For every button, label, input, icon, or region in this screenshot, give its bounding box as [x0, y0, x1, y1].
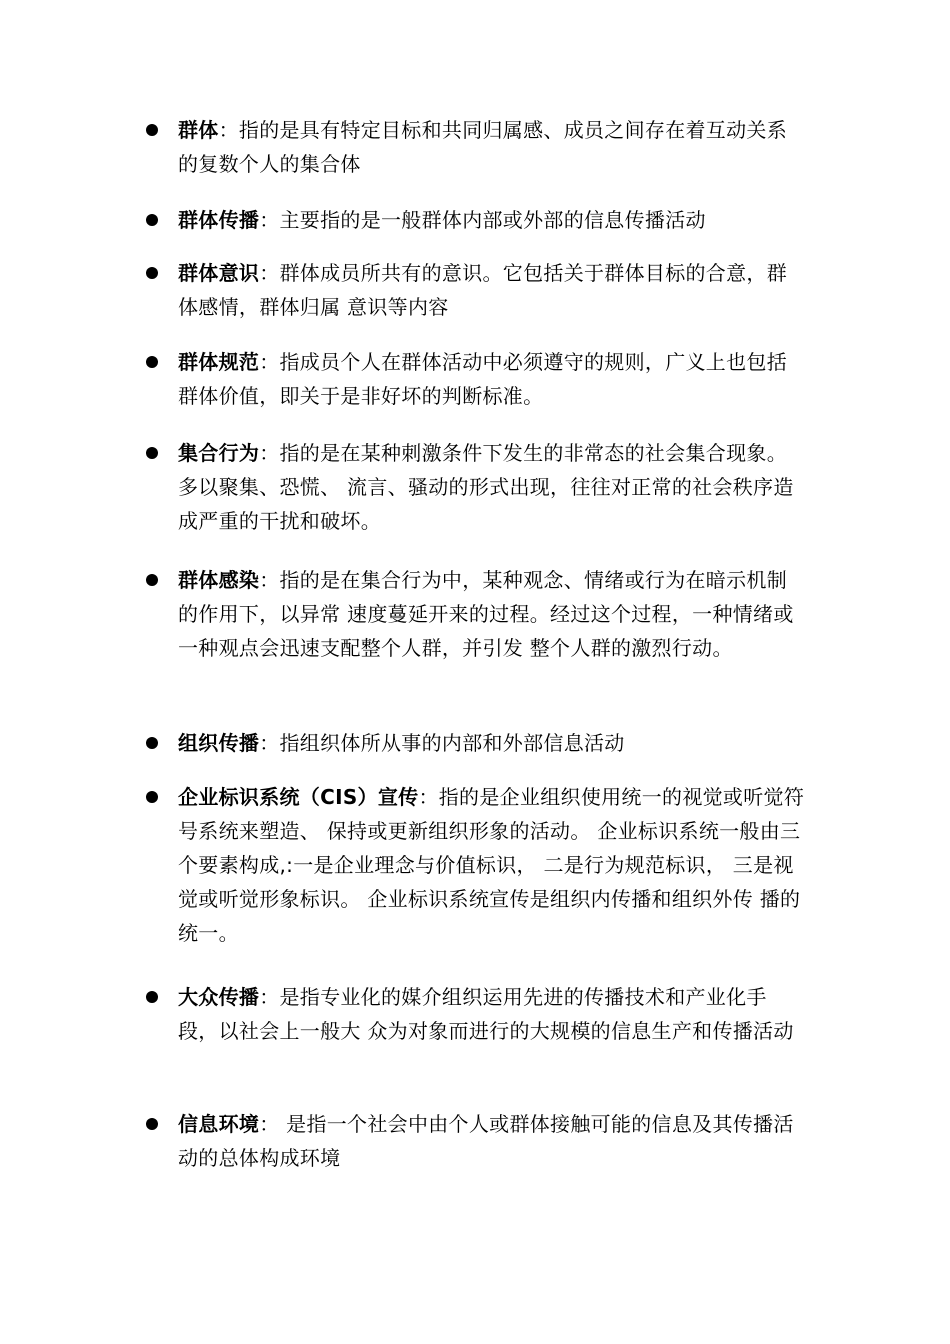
term-label: 信息环境 [178, 1112, 260, 1136]
bullet-icon [146, 791, 158, 803]
definition-text [178, 113, 806, 181]
term-label: 集合行为 [178, 441, 260, 465]
term-label: 群体 [178, 118, 219, 142]
bullet-icon [146, 447, 158, 459]
bullet-icon [146, 1118, 158, 1130]
definition-body: ：指的是企业组织使用统一的视觉或听觉符号系统来塑造、 保持或更新组织形象的活动。 企业标识系统一般由三个要素构成,:一是企业理念与价值标识， 二是行为规范标识， 三是视觉或听觉形象标识。 企业标识系统宣传是组织内传播和组织外传 播的统一。 [178, 785, 805, 945]
bullet-icon [146, 737, 158, 749]
bullet-icon [146, 991, 158, 1003]
definition-text [178, 256, 806, 324]
definition-body: ：指组织体所从事的内部和外部信息活动 [259, 731, 625, 755]
bullet-icon [146, 124, 158, 136]
term-label: 群体意识 [178, 261, 260, 285]
definition-text [178, 345, 806, 413]
definition-body: ：指的是在某种刺激条件下发生的非常态的社会集合现象。多以聚集、恐慌、 流言、骚动的形式出现，往往对正常的社会秩序造成严重的干扰和破坏。 [178, 441, 794, 533]
definition-text [178, 980, 806, 1048]
term-label: 组织传播 [178, 731, 260, 755]
bullet-icon [146, 574, 158, 586]
term-label: 大众传播 [178, 985, 260, 1009]
definition-text [178, 780, 806, 950]
definition-body: ：指的是在集合行为中，某种观念、情绪或行为在暗示机制的作用下，以异常 速度蔓延开来的过程。经过这个过程，一种情绪或一种观点会迅速支配整个人群，并引发 整个人群的激烈行动。 [178, 568, 794, 660]
definition-body: ：指成员个人在群体活动中必须遵守的规则，广义上也包括群体价值，即关于是非好坏的判断标准。 [178, 350, 788, 408]
definition-body: ：主要指的是一般群体内部或外部的信息传播活动 [259, 208, 706, 232]
definition-body: ： 是指一个社会中由个人或群体接触可能的信息及其传播活动的总体构成环境 [178, 1112, 794, 1170]
definition-text [178, 1107, 806, 1175]
bullet-icon [146, 214, 158, 226]
term-label: 群体规范 [178, 350, 260, 374]
bullet-icon [146, 356, 158, 368]
bullet-icon [146, 267, 158, 279]
definition-text [178, 436, 806, 538]
term-label: 企业标识系统（CIS）宣传 [178, 785, 419, 809]
definition-text [178, 726, 806, 760]
definition-text [178, 563, 806, 665]
definition-text [178, 203, 806, 237]
definition-body: ：指的是具有特定目标和共同归属感、成员之间存在着互动关系的复数个人的集合体 [178, 118, 788, 176]
term-label: 群体感染 [178, 568, 260, 592]
definition-body: ：群体成员所共有的意识。它包括关于群体目标的合意，群体感情，群体归属 意识等内容 [178, 261, 788, 319]
term-label: 群体传播 [178, 208, 260, 232]
definition-body: ：是指专业化的媒介组织运用先进的传播技术和产业化手段，以社会上一般大 众为对象而进行的大规模的信息生产和传播活动 [178, 985, 794, 1043]
